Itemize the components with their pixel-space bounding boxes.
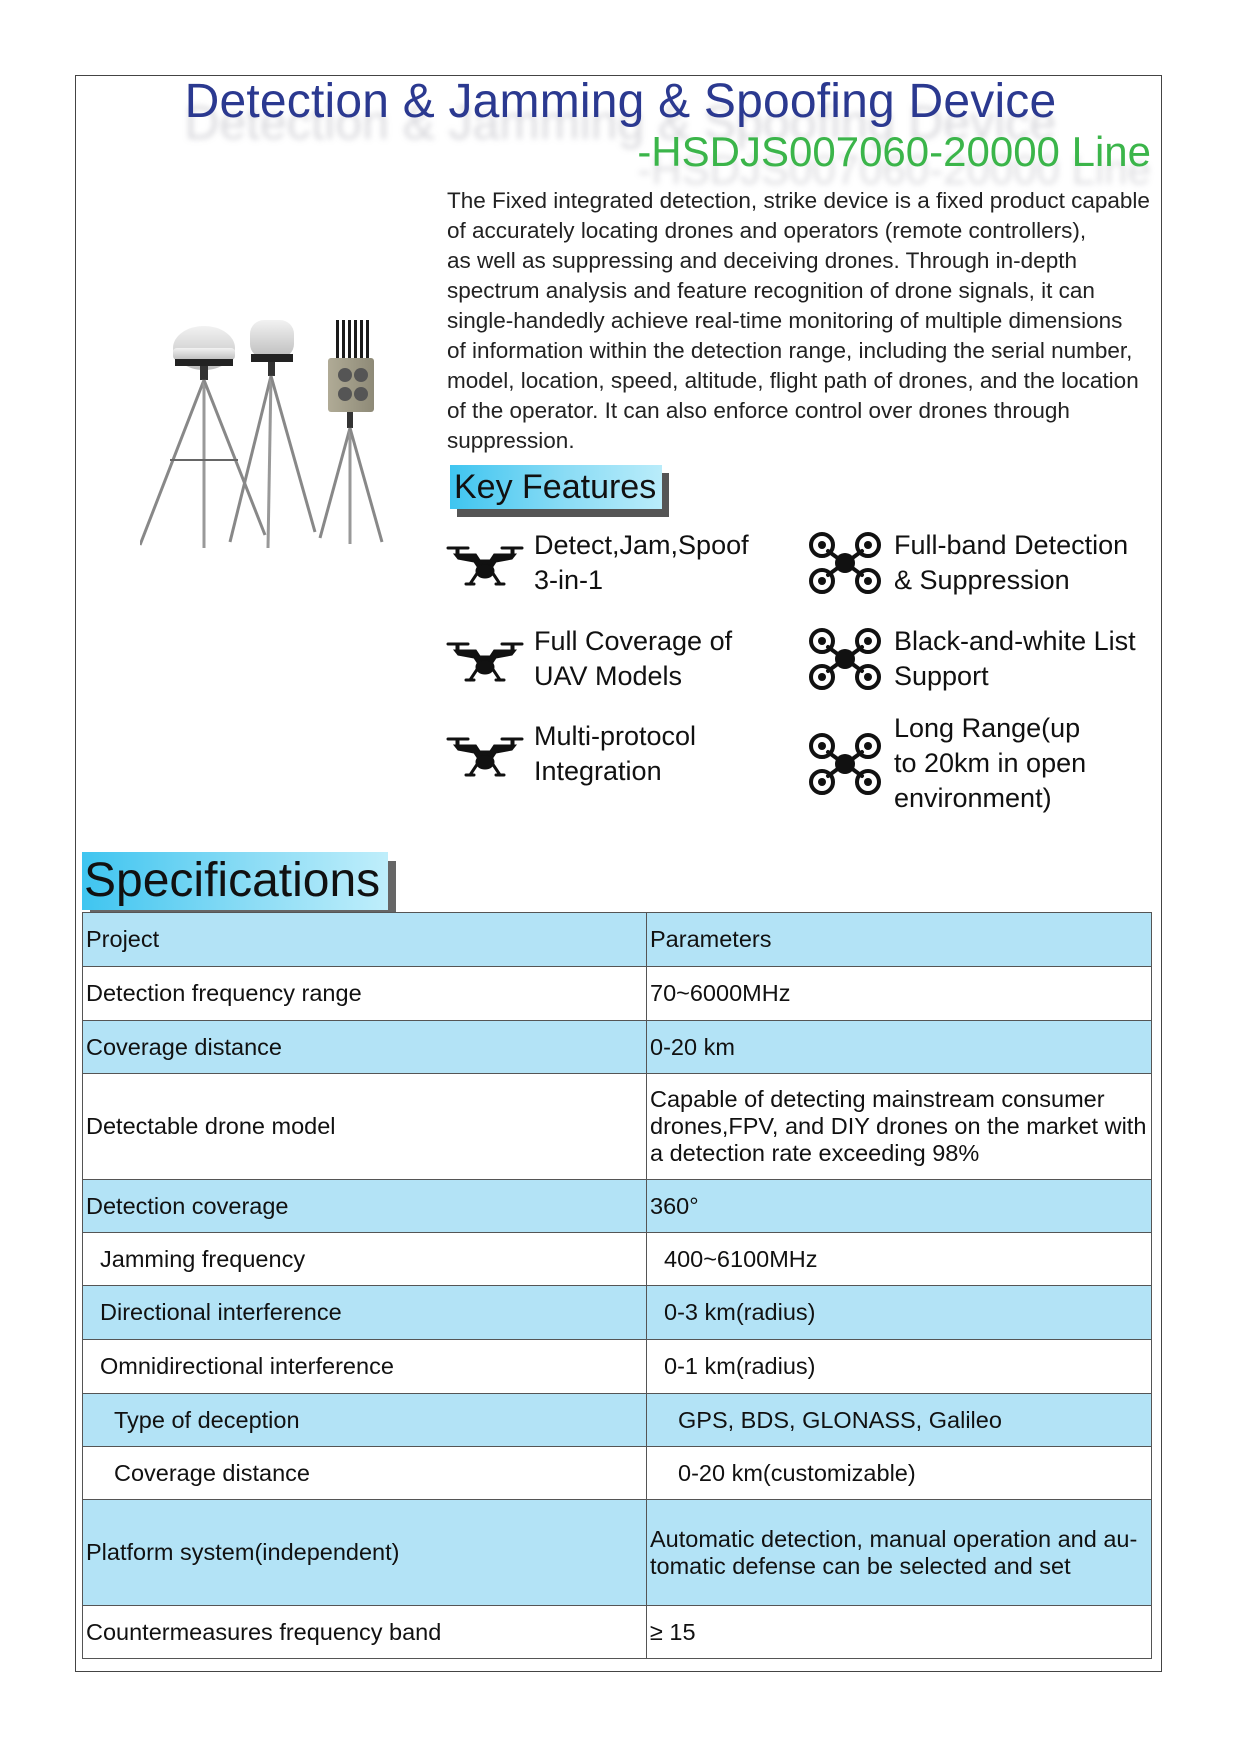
feature-label: Detect,Jam,Spoof 3-in-1 [534, 530, 749, 595]
drone-side-icon [446, 538, 524, 588]
feature-item [806, 711, 1086, 816]
table-row [83, 1394, 1152, 1447]
feature-item [806, 624, 1136, 694]
parameter-cell: 400~6100MHz [647, 1233, 1152, 1286]
feature-item [446, 719, 696, 789]
project-cell: Countermeasures frequency band [83, 1606, 647, 1659]
page-title: Detection & Jamming & Spoofing Device [184, 75, 1057, 128]
project-cell: Jamming frequency [83, 1233, 647, 1286]
project-cell: Project [83, 913, 647, 967]
parameter-cell: Automatic detection, manual operation and au- tomatic defense can be selected and set [647, 1500, 1152, 1606]
feature-item [806, 528, 1128, 598]
table-row [83, 1286, 1152, 1340]
description-line: spectrum analysis and feature recognition of drone signals, it can [447, 278, 1095, 303]
parameter-cell: 0-3 km(radius) [647, 1286, 1152, 1340]
specifications-table [82, 912, 1152, 1659]
project-cell: Omnidirectional interference [83, 1340, 647, 1394]
table-row [83, 1606, 1152, 1659]
parameter-cell: GPS, BDS, GLONASS, Galileo [647, 1394, 1152, 1447]
parameter-cell: Capable of detecting mainstream consumer drones,FPV, and DIY drones on the market with a detection rate exceeding 98% [647, 1074, 1152, 1180]
feature-item [446, 528, 749, 598]
project-cell: Coverage distance [83, 1447, 647, 1500]
table-row [83, 1180, 1152, 1233]
description-line: of accurately locating drones and operators (remote controllers), [447, 218, 1087, 243]
feature-label: Full Coverage of UAV Models [534, 626, 733, 691]
parameter-cell: 0-20 km [647, 1021, 1152, 1074]
feature-label: Multi-protocol Integration [534, 721, 697, 786]
feature-label: Black-and-white List Support [894, 626, 1136, 691]
project-cell: Type of deception [83, 1394, 647, 1447]
radar-tripod-middle [230, 320, 315, 548]
parameter-cell: ≥ 15 [647, 1606, 1152, 1659]
feature-item [446, 624, 732, 694]
project-cell: Detection coverage [83, 1180, 647, 1233]
quadcopter-top-icon [806, 627, 884, 691]
table-row [83, 1021, 1152, 1074]
table-row [83, 1447, 1152, 1500]
parameter-cell: 70~6000MHz [647, 967, 1152, 1021]
product-description [447, 186, 1167, 456]
description-line: suppression. [447, 428, 575, 453]
radar-tripod-left [140, 326, 265, 548]
table-header-row [83, 913, 1152, 967]
description-line: single-handedly achieve real-time monitoring of multiple dimensions [447, 308, 1123, 333]
project-cell: Detectable drone model [83, 1074, 647, 1180]
drone-side-icon [446, 729, 524, 779]
table-row [83, 1340, 1152, 1394]
key-features-heading: Key Features [450, 465, 662, 509]
table-row [83, 1074, 1152, 1180]
description-line: of the operator. It can also enforce control over drones through [447, 398, 1070, 423]
feature-label: Long Range(up to 20km in open environment) [894, 713, 1087, 813]
table-row [83, 967, 1152, 1021]
project-cell: Coverage distance [83, 1021, 647, 1074]
quadcopter-top-icon [806, 531, 884, 595]
description-line: The Fixed integrated detection, strike device is a fixed product capable [447, 188, 1150, 213]
table-row [83, 1500, 1152, 1606]
description-line: as well as suppressing and deceiving drones. Through in-depth [447, 248, 1077, 273]
project-cell: Directional interference [83, 1286, 647, 1340]
project-cell: Detection frequency range [83, 967, 647, 1021]
parameter-cell: 0-1 km(radius) [647, 1340, 1152, 1394]
feature-label: Full-band Detection & Suppression [894, 530, 1129, 595]
description-line: model, location, speed, altitude, flight path of drones, and the location [447, 368, 1139, 393]
parameter-cell: 0-20 km(customizable) [647, 1447, 1152, 1500]
table-row [83, 1233, 1152, 1286]
parameter-cell: Parameters [647, 913, 1152, 967]
project-cell: Platform system(independent) [83, 1500, 647, 1606]
quadcopter-top-icon [806, 732, 884, 796]
parameter-cell: 360° [647, 1180, 1152, 1233]
specifications-heading: Specifications [82, 852, 388, 910]
jammer-tripod-right [320, 320, 382, 544]
product-image [140, 320, 440, 560]
description-line: of information within the detection range, including the serial number, [447, 338, 1133, 363]
drone-side-icon [446, 634, 524, 684]
page-subtitle: -HSDJS007060-20000 Line [637, 128, 1151, 175]
